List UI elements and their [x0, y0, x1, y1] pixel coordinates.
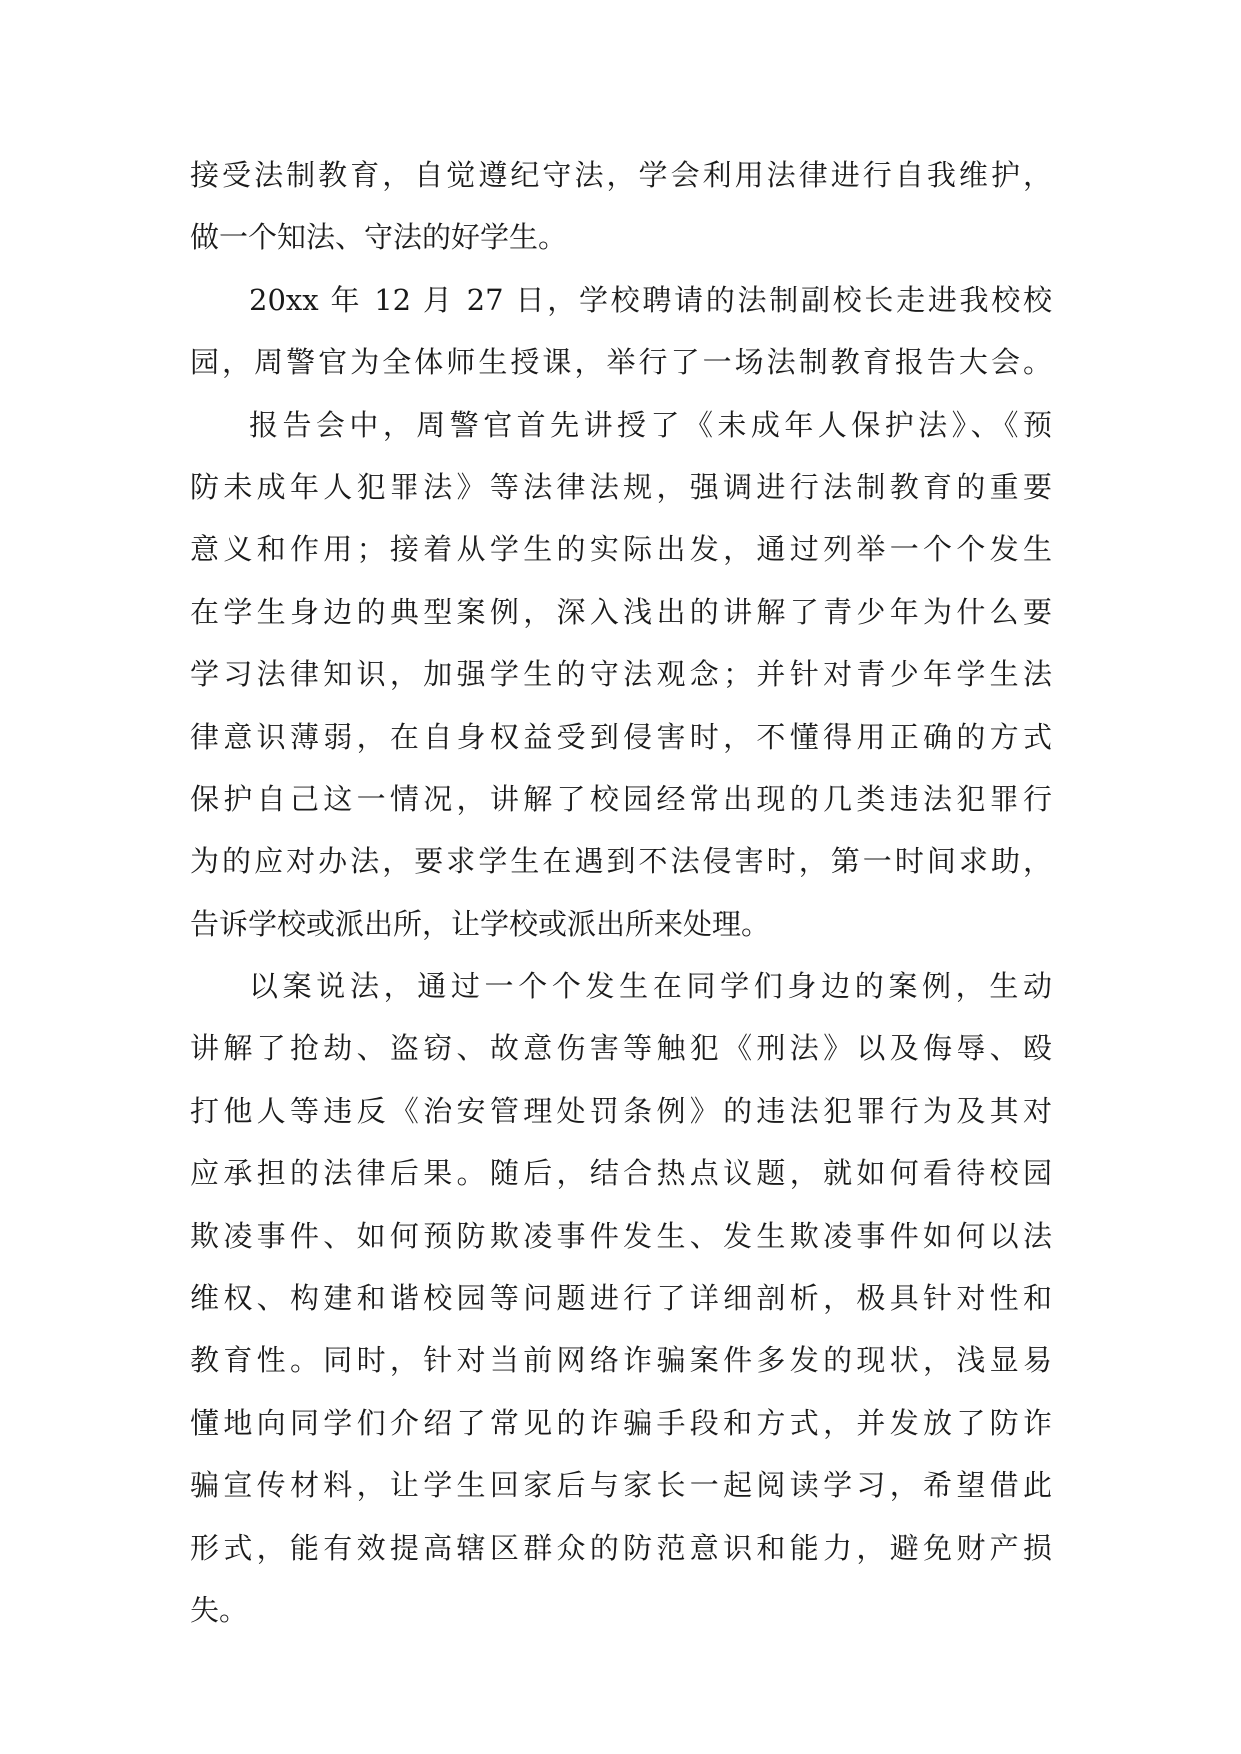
- paragraph-1: [190, 144, 1052, 269]
- text-line: 告诉学校或派出所，让学校或派出所来处理。: [190, 906, 771, 941]
- text-line: 讲解了抢劫、盗窃、故意伤害等触犯《刑法》以及侮辱、殴: [190, 1031, 1052, 1066]
- text-line: 意义和作用；接着从学生的实际出发，通过列举一个个发生: [190, 532, 1052, 567]
- text-line: 欺凌事件、如何预防欺凌事件发生、发生欺凌事件如何以法: [190, 1218, 1052, 1253]
- paragraph-4: [190, 955, 1052, 1641]
- text-line: 打他人等违反《治安管理处罚条例》的违法犯罪行为及其对: [190, 1093, 1052, 1128]
- text-line: 以案说法，通过一个个发生在同学们身边的案例，生动: [249, 969, 1052, 1004]
- text-line: 形式，能有效提高辖区群众的防范意识和能力，避免财产损: [190, 1530, 1052, 1565]
- text-line: 学习法律知识，加强学生的守法观念；并针对青少年学生法: [190, 657, 1052, 692]
- text-line: 教育性。同时，针对当前网络诈骗案件多发的现状，浅显易: [190, 1343, 1052, 1378]
- text-line: 园，周警官为全体师生授课，举行了一场法制教育报告大会。: [190, 345, 1052, 380]
- text-line: 骗宣传材料，让学生回家后与家长一起阅读学习，希望借此: [190, 1468, 1052, 1503]
- text-line: 应承担的法律后果。随后，结合热点议题，就如何看待校园: [190, 1156, 1052, 1191]
- text-line: 失。: [190, 1592, 249, 1627]
- text-line: 懂地向同学们介绍了常见的诈骗手段和方式，并发放了防诈: [190, 1405, 1052, 1440]
- text-line: 维权、构建和谐校园等问题进行了详细剖析，极具针对性和: [190, 1281, 1052, 1316]
- text-line: 律意识薄弱，在自身权益受到侵害时，不懂得用正确的方式: [190, 719, 1052, 754]
- paragraph-2: [190, 269, 1052, 394]
- text-line: 报告会中，周警官首先讲授了《未成年人保护法》、《预: [249, 407, 1052, 442]
- document-body: [190, 144, 1052, 1641]
- text-line: 保护自己这一情况，讲解了校园经常出现的几类违法犯罪行: [190, 781, 1052, 816]
- text-line: 20xx 年 12 月 27 日，学校聘请的法制副校长走进我校校: [249, 282, 1052, 317]
- paragraph-3: [190, 394, 1052, 956]
- text-line: 为的应对办法，要求学生在遇到不法侵害时，第一时间求助，: [190, 844, 1052, 879]
- text-line: 防未成年人犯罪法》等法律法规，强调进行法制教育的重要: [190, 469, 1052, 504]
- text-line: 接受法制教育，自觉遵纪守法，学会利用法律进行自我维护，: [190, 158, 1052, 192]
- text-line: 做一个知法、守法的好学生。: [190, 220, 568, 255]
- text-line: 在学生身边的典型案例，深入浅出的讲解了青少年为什么要: [190, 594, 1052, 629]
